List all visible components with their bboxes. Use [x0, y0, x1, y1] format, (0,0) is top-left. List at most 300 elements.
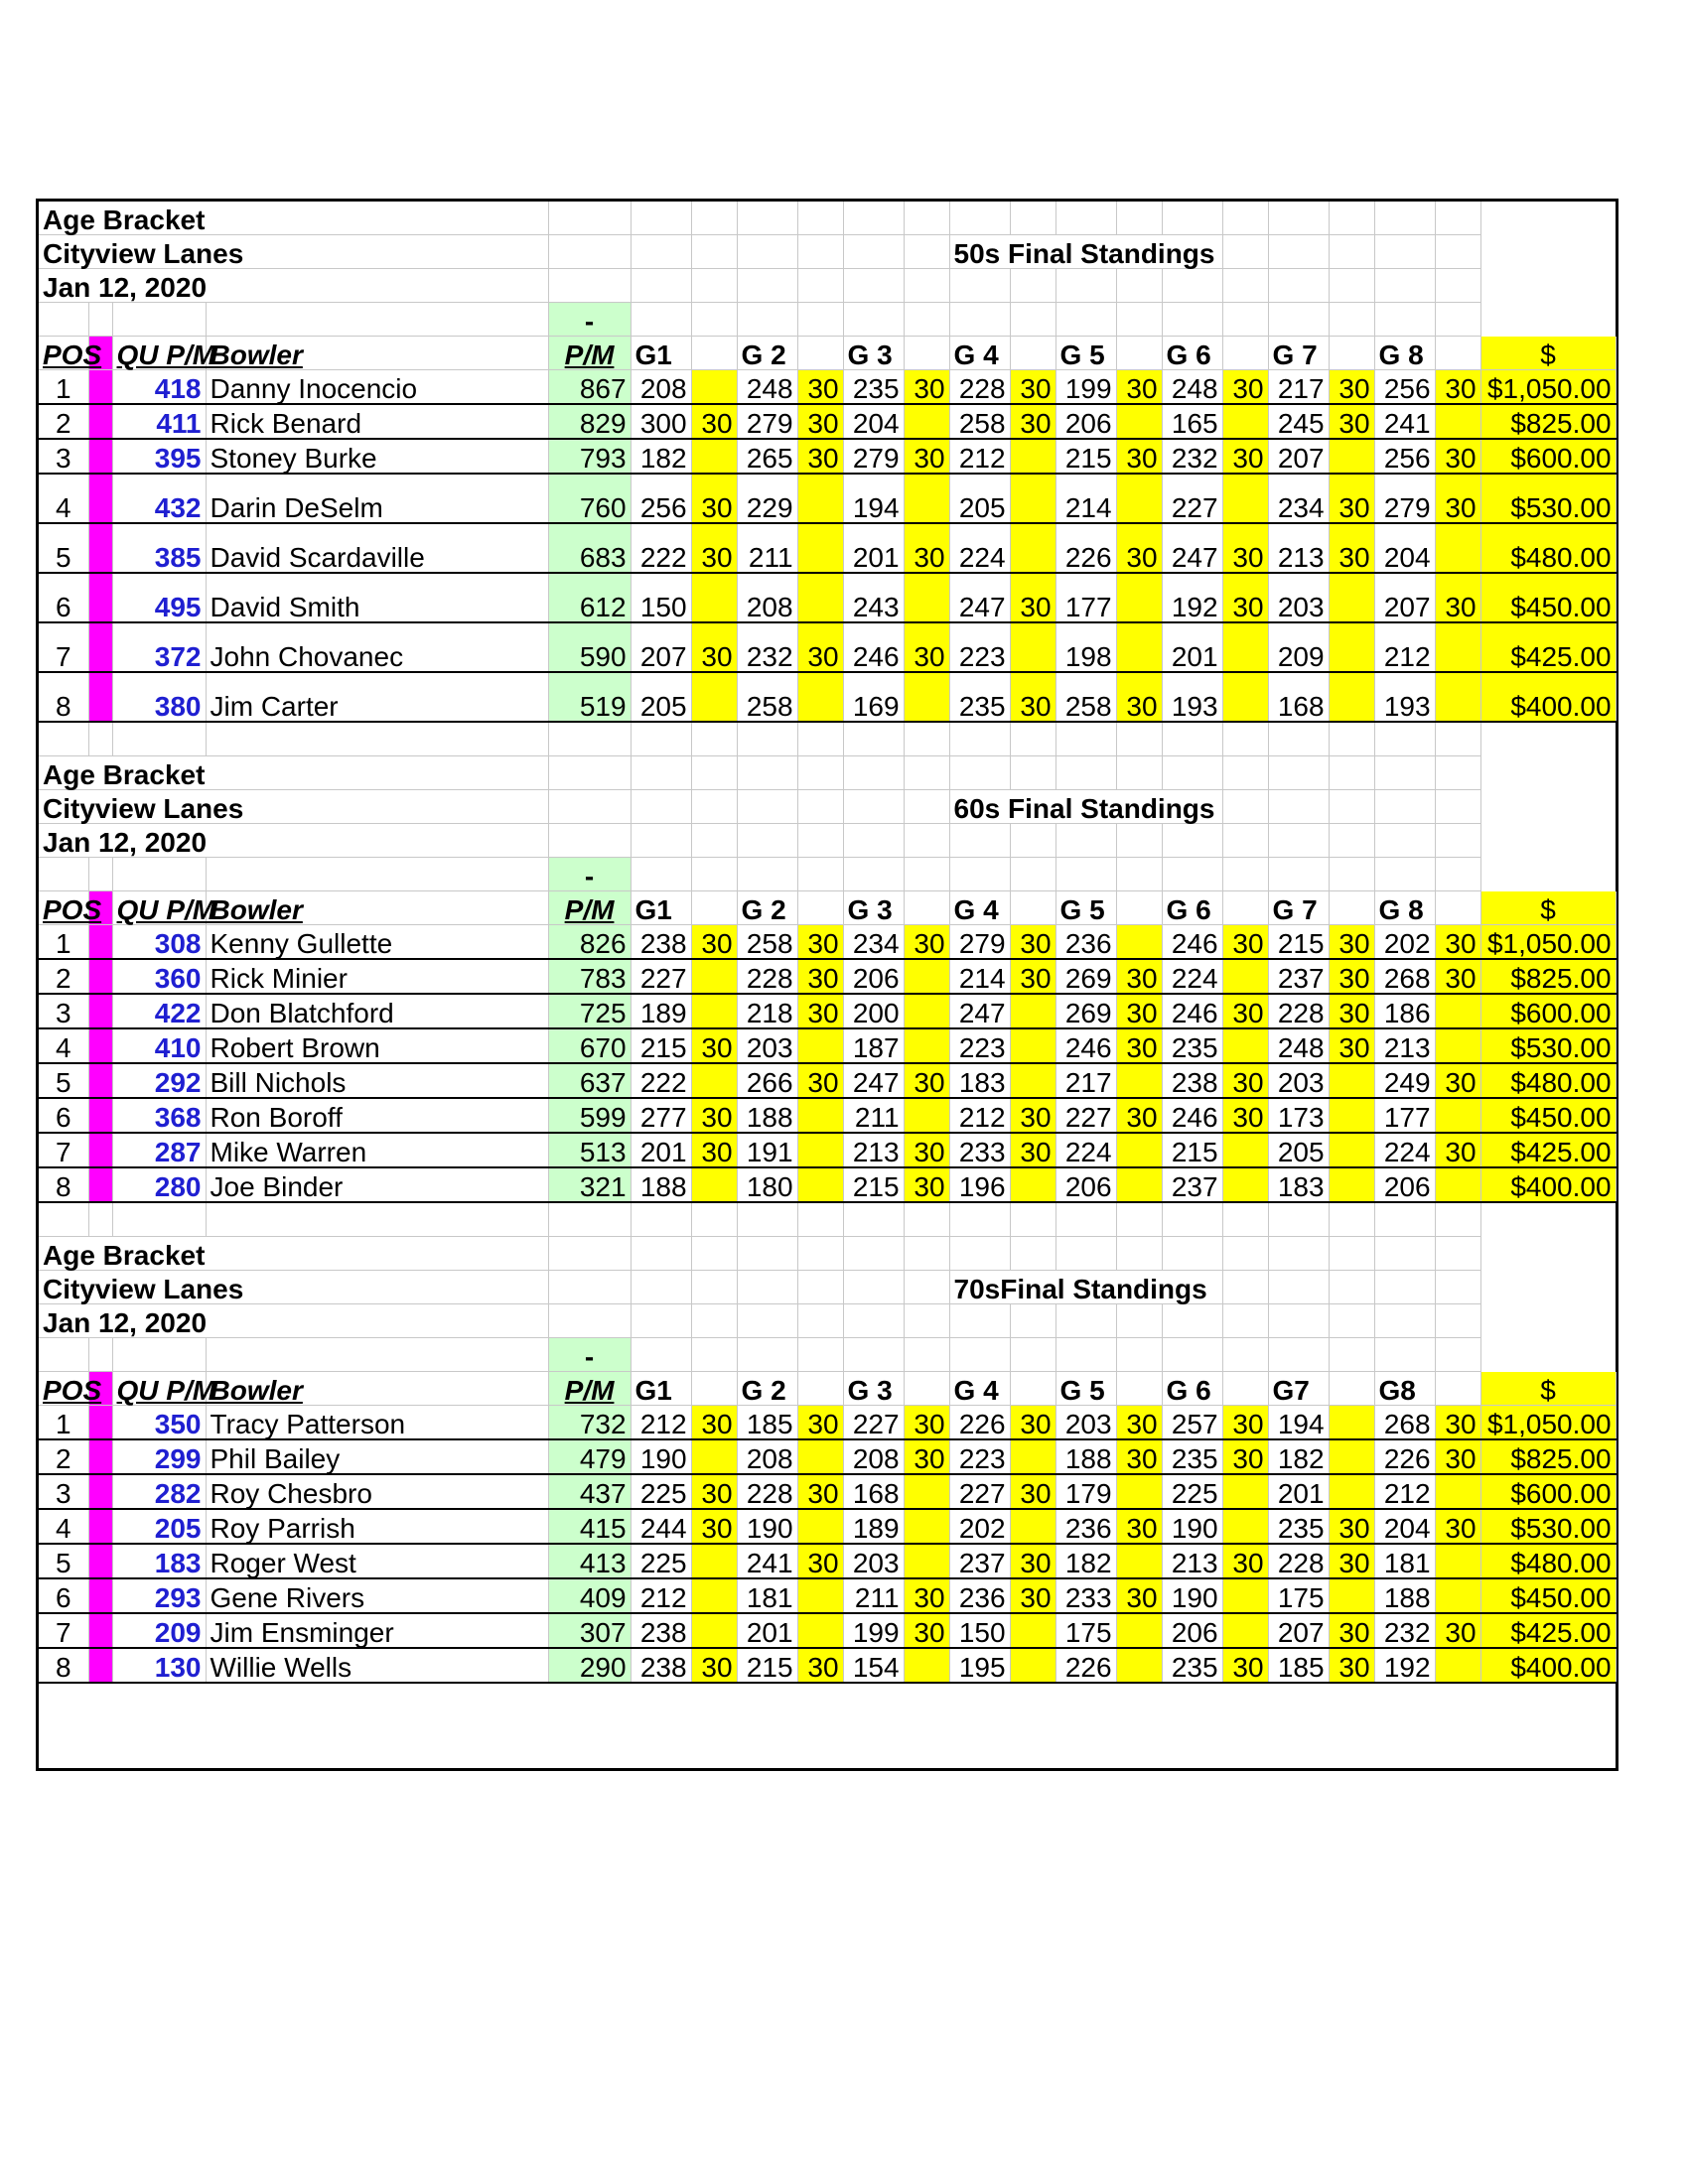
blank-cell [691, 824, 737, 858]
blank-cell [904, 1202, 949, 1237]
game-score: 208 [737, 573, 797, 622]
blank-cell [1162, 722, 1222, 756]
pink-marker [88, 1578, 112, 1613]
pos-cell: 8 [39, 672, 88, 722]
blank-cell [691, 790, 737, 824]
game-score: 177 [1374, 1098, 1435, 1133]
pm-header [548, 891, 631, 925]
blank-cell [797, 1202, 843, 1237]
bonus-cell [691, 439, 737, 474]
blank-cell [691, 756, 737, 790]
blank-cell [1374, 790, 1435, 824]
pm-dash-label: - [548, 858, 631, 891]
blank-cell [1374, 824, 1435, 858]
game-score: 206 [843, 959, 904, 994]
bowler-name: Kenny Gullette [206, 925, 548, 960]
blank-cell [548, 790, 631, 824]
pm-cell: 783 [548, 959, 631, 994]
pos-cell: 7 [39, 1613, 88, 1648]
game-score: 223 [949, 1439, 1010, 1474]
bonus-cell [1222, 1133, 1268, 1167]
blank-cell [1010, 858, 1055, 891]
blank-cell [1055, 1338, 1116, 1372]
qu-pm-cell: 372 [112, 622, 206, 672]
blank-cell [904, 1237, 949, 1271]
game-score: 207 [1268, 1613, 1329, 1648]
blank-cell [1010, 1372, 1055, 1406]
bonus-cell [1435, 672, 1480, 722]
bowler-name: Mike Warren [206, 1133, 548, 1167]
bonus-cell [1116, 1648, 1162, 1683]
pink-marker [88, 1474, 112, 1509]
blank-cell [112, 303, 206, 337]
section-date-row [39, 269, 1616, 303]
qu-pm-cell: 422 [112, 994, 206, 1028]
bowler-name: Roger West [206, 1544, 548, 1578]
bonus-cell: 30 [691, 1098, 737, 1133]
blank-cell [1435, 269, 1480, 303]
bonus-cell [1435, 523, 1480, 573]
bonus-cell [1435, 1474, 1480, 1509]
game-score: 245 [1268, 404, 1329, 439]
bonus-cell: 30 [1116, 1028, 1162, 1063]
blank-cell [1222, 1271, 1268, 1304]
pos-header [39, 337, 102, 370]
blank-cell [843, 1237, 904, 1271]
game-header: G 3 [843, 337, 904, 370]
bonus-cell: 30 [1329, 925, 1374, 960]
game-score: 208 [631, 370, 691, 405]
bonus-cell: 30 [1010, 1578, 1055, 1613]
pos-cell: 5 [39, 523, 88, 573]
game-header: G 2 [737, 891, 797, 925]
game-score: 179 [1055, 1474, 1116, 1509]
game-score: 206 [1055, 1167, 1116, 1202]
blank-cell [1268, 722, 1329, 756]
blank-cell [1222, 1304, 1268, 1338]
game-score: 236 [949, 1578, 1010, 1613]
blank-cell [843, 722, 904, 756]
blank-cell [949, 858, 1010, 891]
bonus-cell [797, 573, 843, 622]
section-venue-row [39, 235, 1616, 269]
section-bracket-row [39, 1237, 1616, 1271]
blank-cell [631, 1271, 691, 1304]
bonus-cell: 30 [1222, 1439, 1268, 1474]
pm-cell: 290 [548, 1648, 631, 1683]
blank-cell [691, 303, 737, 337]
bonus-cell: 30 [1222, 1098, 1268, 1133]
prize-cell: $425.00 [1480, 622, 1616, 672]
bonus-cell [1010, 994, 1055, 1028]
bonus-cell: 30 [1222, 925, 1268, 960]
qu-header [112, 1372, 216, 1406]
game-score: 226 [1055, 1648, 1116, 1683]
blank-cell [88, 722, 112, 756]
bowler-row [39, 1509, 1616, 1544]
blank-cell [112, 1202, 206, 1237]
pos-cell: 8 [39, 1167, 88, 1202]
blank-cell [691, 1338, 737, 1372]
bonus-cell: 30 [1435, 1613, 1480, 1648]
blank-cell [1435, 891, 1480, 925]
game-score: 185 [1268, 1648, 1329, 1683]
game-score: 223 [949, 622, 1010, 672]
pink-marker [88, 1509, 112, 1544]
blank-cell [737, 303, 797, 337]
game-score: 215 [631, 1028, 691, 1063]
bonus-cell: 30 [1010, 1544, 1055, 1578]
bonus-cell: 30 [1222, 1063, 1268, 1098]
blank-cell [904, 1271, 949, 1304]
game-header: G1 [631, 1372, 691, 1406]
pos-cell: 5 [39, 1544, 88, 1578]
blank-cell [39, 303, 88, 337]
game-score: 199 [843, 1613, 904, 1648]
game-score: 203 [843, 1544, 904, 1578]
game-score: 206 [1374, 1167, 1435, 1202]
pm-cell: 732 [548, 1406, 631, 1440]
bonus-cell [1329, 573, 1374, 622]
bonus-cell [1222, 1167, 1268, 1202]
bonus-cell [797, 474, 843, 523]
bonus-cell [1116, 1474, 1162, 1509]
game-score: 222 [631, 1063, 691, 1098]
bowler-row [39, 523, 1616, 573]
game-score: 212 [949, 1098, 1010, 1133]
blank-cell [1010, 202, 1055, 235]
pink-marker [88, 1648, 112, 1683]
prize-cell: $450.00 [1480, 573, 1616, 622]
game-score: 206 [1055, 404, 1116, 439]
blank-cell [904, 891, 949, 925]
bonus-cell: 30 [797, 959, 843, 994]
game-score: 211 [843, 1578, 904, 1613]
pos-cell: 1 [39, 370, 88, 405]
blank-cell [1329, 891, 1374, 925]
blank-cell [1162, 1202, 1222, 1237]
blank-cell [691, 269, 737, 303]
game-score: 224 [1055, 1133, 1116, 1167]
bonus-cell: 30 [1222, 1406, 1268, 1440]
blank-cell [1374, 202, 1435, 235]
blank-cell [206, 1202, 548, 1237]
bonus-cell: 30 [1329, 404, 1374, 439]
blank-cell [843, 269, 904, 303]
blank-cell [904, 858, 949, 891]
game-score: 258 [1055, 672, 1116, 722]
blank-cell [1116, 269, 1162, 303]
pm-cell: 867 [548, 370, 631, 405]
bonus-cell: 30 [1222, 370, 1268, 405]
pos-cell: 7 [39, 1133, 88, 1167]
game-score: 205 [1268, 1133, 1329, 1167]
blank-cell [631, 1304, 691, 1338]
bowler-name: Rick Benard [206, 404, 548, 439]
qu-pm-cell: 380 [112, 672, 206, 722]
bonus-cell: 30 [797, 1474, 843, 1509]
game-score: 246 [1162, 1098, 1222, 1133]
bonus-cell [1435, 1098, 1480, 1133]
game-header: G1 [631, 891, 691, 925]
blank-cell [1329, 269, 1374, 303]
blank-cell [797, 1237, 843, 1271]
blank-cell [1374, 1202, 1435, 1237]
qu-pm-cell: 130 [112, 1648, 206, 1683]
blank-cell [631, 269, 691, 303]
qu-header-text: QU P/M [116, 894, 216, 925]
pos-cell: 7 [39, 622, 88, 672]
game-score: 233 [1055, 1578, 1116, 1613]
bowler-row [39, 1613, 1616, 1648]
blank-cell [949, 722, 1010, 756]
bonus-cell: 30 [691, 925, 737, 960]
game-score: 194 [843, 474, 904, 523]
bonus-cell [1116, 1133, 1162, 1167]
pos-header-text: POS [43, 894, 102, 925]
blank-cell [631, 303, 691, 337]
blank-cell [737, 269, 797, 303]
bonus-cell: 30 [1010, 1406, 1055, 1440]
bowler-row [39, 404, 1616, 439]
pm-cell: 599 [548, 1098, 631, 1133]
blank-cell [39, 722, 88, 756]
game-score: 279 [1374, 474, 1435, 523]
bonus-cell [904, 994, 949, 1028]
bonus-cell: 30 [797, 925, 843, 960]
bonus-cell [904, 404, 949, 439]
blank-cell [904, 824, 949, 858]
game-score: 215 [1268, 925, 1329, 960]
bonus-cell: 30 [1116, 959, 1162, 994]
game-score: 228 [737, 1474, 797, 1509]
bonus-cell [691, 573, 737, 622]
blank-cell [797, 891, 843, 925]
game-score: 204 [1374, 1509, 1435, 1544]
blank-cell [1055, 303, 1116, 337]
bowler-name: Stoney Burke [206, 439, 548, 474]
bonus-cell [1329, 439, 1374, 474]
blank-cell [737, 235, 797, 269]
pm-cell: 519 [548, 672, 631, 722]
blank-cell [1010, 722, 1055, 756]
game-score: 211 [843, 1098, 904, 1133]
game-score: 192 [1162, 573, 1222, 622]
bonus-cell [691, 1544, 737, 1578]
blank-cell [1268, 202, 1329, 235]
game-score: 203 [1055, 1406, 1116, 1440]
blank-cell [39, 1338, 88, 1372]
blank-cell [1116, 824, 1162, 858]
bonus-cell: 30 [691, 1028, 737, 1063]
section-bracket-label: Age Bracket [39, 756, 548, 790]
bonus-cell [1329, 1063, 1374, 1098]
blank-cell [1329, 235, 1374, 269]
bonus-cell: 30 [1329, 1544, 1374, 1578]
blank-cell [631, 1338, 691, 1372]
bonus-cell: 30 [691, 1133, 737, 1167]
qu-header [112, 891, 216, 925]
blank-cell [949, 269, 1010, 303]
bowler-row [39, 1648, 1616, 1683]
game-score: 235 [1268, 1509, 1329, 1544]
section-bracket-row [39, 202, 1616, 235]
bonus-cell: 30 [691, 474, 737, 523]
blank-cell [548, 235, 631, 269]
game-score: 189 [843, 1509, 904, 1544]
bonus-cell: 30 [904, 925, 949, 960]
blank-cell [1116, 1202, 1162, 1237]
game-score: 193 [1162, 672, 1222, 722]
pink-marker [88, 1063, 112, 1098]
bonus-cell [691, 1578, 737, 1613]
bonus-cell [1010, 474, 1055, 523]
game-score: 226 [1374, 1439, 1435, 1474]
blank-cell [904, 269, 949, 303]
game-score: 235 [1162, 1028, 1222, 1063]
blank-cell [1374, 303, 1435, 337]
blank-cell [1162, 1237, 1222, 1271]
blank-cell [1374, 858, 1435, 891]
blank-cell [737, 1237, 797, 1271]
bonus-cell: 30 [1116, 439, 1162, 474]
blank-cell [1116, 1338, 1162, 1372]
bonus-cell [1010, 1613, 1055, 1648]
bonus-cell [1116, 573, 1162, 622]
game-score: 228 [949, 370, 1010, 405]
bonus-cell: 30 [1329, 370, 1374, 405]
game-score: 213 [1374, 1028, 1435, 1063]
pm-cell: 479 [548, 1439, 631, 1474]
bowler-row [39, 474, 1616, 523]
game-score: 182 [1268, 1439, 1329, 1474]
blank-cell [548, 1202, 631, 1237]
bonus-cell [1329, 1439, 1374, 1474]
bonus-cell [1010, 1028, 1055, 1063]
blank-cell [1222, 202, 1268, 235]
blank-cell [1329, 202, 1374, 235]
blank-cell [1268, 303, 1329, 337]
game-score: 247 [949, 573, 1010, 622]
blank-cell [904, 722, 949, 756]
blank-cell [206, 1338, 548, 1372]
blank-cell [1222, 756, 1268, 790]
section-date-row [39, 1304, 1616, 1338]
blank-cell [1116, 891, 1162, 925]
bonus-cell [1222, 1509, 1268, 1544]
blank-cell [1435, 1338, 1480, 1372]
bowler-name: Willie Wells [206, 1648, 548, 1683]
game-score: 212 [949, 439, 1010, 474]
blank-cell [1010, 303, 1055, 337]
prize-cell: $825.00 [1480, 1439, 1616, 1474]
bonus-cell [1329, 1167, 1374, 1202]
game-header: G 5 [1055, 337, 1116, 370]
game-score: 185 [737, 1406, 797, 1440]
game-header: G 6 [1162, 1372, 1222, 1406]
blank-cell [112, 722, 206, 756]
pink-marker [88, 1439, 112, 1474]
blank-cell [691, 337, 737, 370]
pink-marker [88, 1098, 112, 1133]
blank-cell [631, 824, 691, 858]
game-score: 256 [1374, 370, 1435, 405]
bonus-cell [1435, 1167, 1480, 1202]
blank-cell [843, 756, 904, 790]
bonus-cell: 30 [1222, 994, 1268, 1028]
game-header: G 2 [737, 1372, 797, 1406]
column-header-top-row [39, 1338, 1616, 1372]
bowler-name: Robert Brown [206, 1028, 548, 1063]
prize-cell: $530.00 [1480, 1028, 1616, 1063]
blank-cell [631, 1237, 691, 1271]
bonus-cell: 30 [691, 1406, 737, 1440]
pos-cell: 1 [39, 925, 88, 960]
qu-pm-cell: 308 [112, 925, 206, 960]
blank-cell [1268, 790, 1329, 824]
blank-cell [548, 1304, 631, 1338]
blank-cell [1222, 269, 1268, 303]
game-score: 266 [737, 1063, 797, 1098]
blank-cell [1010, 1304, 1055, 1338]
game-score: 214 [949, 959, 1010, 994]
blank-cell [691, 1304, 737, 1338]
game-score: 212 [1374, 1474, 1435, 1509]
pos-cell: 2 [39, 404, 88, 439]
game-score: 247 [949, 994, 1010, 1028]
game-header: G1 [631, 337, 691, 370]
game-score: 186 [1374, 994, 1435, 1028]
blank-cell [548, 269, 631, 303]
game-score: 215 [1055, 439, 1116, 474]
spacer-row [39, 1202, 1616, 1237]
blank-cell [1116, 1237, 1162, 1271]
section-title: 60s Final Standings [949, 790, 1222, 824]
game-score: 246 [843, 622, 904, 672]
bonus-cell: 30 [1435, 925, 1480, 960]
pm-header-text: P/M [564, 894, 615, 925]
bonus-cell: 30 [1435, 959, 1480, 994]
prize-cell: $1,050.00 [1480, 925, 1616, 960]
blank-cell [1329, 1271, 1374, 1304]
game-score: 187 [843, 1028, 904, 1063]
blank-cell [691, 722, 737, 756]
bonus-cell: 30 [1222, 1648, 1268, 1683]
prize-cell: $530.00 [1480, 1509, 1616, 1544]
game-score: 207 [631, 622, 691, 672]
blank-cell [1222, 722, 1268, 756]
blank-cell [1329, 756, 1374, 790]
game-score: 247 [843, 1063, 904, 1098]
game-score: 203 [1268, 1063, 1329, 1098]
blank-cell [1055, 1202, 1116, 1237]
game-score: 248 [1268, 1028, 1329, 1063]
game-score: 248 [1162, 370, 1222, 405]
game-score: 207 [1374, 573, 1435, 622]
game-score: 217 [1268, 370, 1329, 405]
blank-cell [737, 1271, 797, 1304]
blank-cell [112, 858, 206, 891]
bonus-cell: 30 [1116, 523, 1162, 573]
blank-cell [1329, 303, 1374, 337]
bonus-cell: 30 [904, 370, 949, 405]
qu-pm-cell: 395 [112, 439, 206, 474]
pos-header [39, 1372, 102, 1406]
blank-cell [1329, 1304, 1374, 1338]
qu-pm-cell: 205 [112, 1509, 206, 1544]
bonus-cell [904, 1544, 949, 1578]
game-score: 268 [1374, 1406, 1435, 1440]
